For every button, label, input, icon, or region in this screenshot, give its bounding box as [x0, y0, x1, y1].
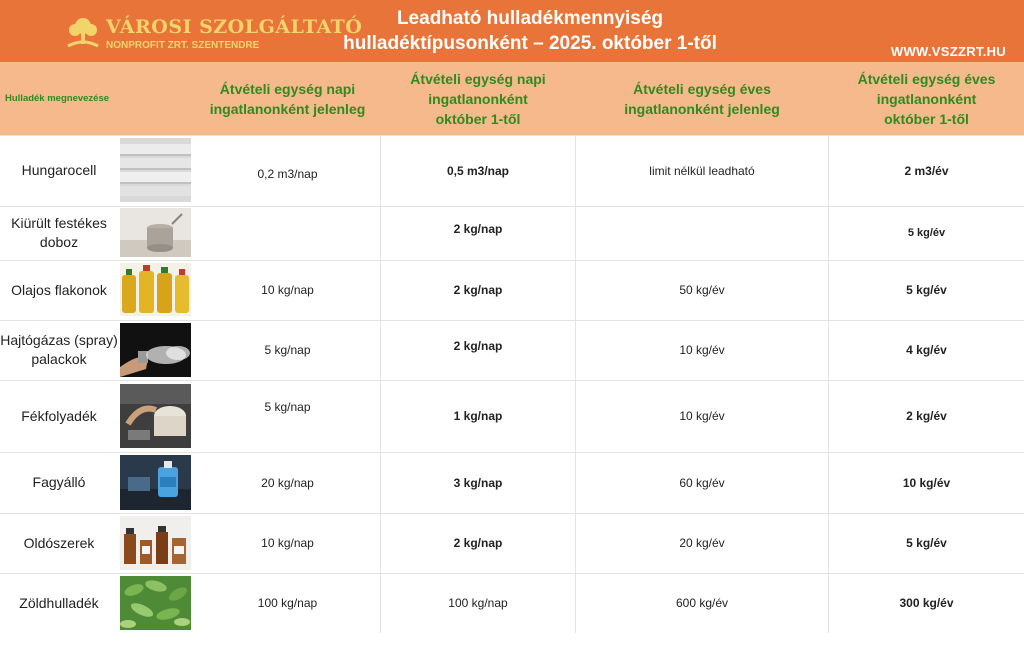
paint-can-photo [120, 208, 191, 257]
yearly-now-value: 20 kg/év [679, 536, 725, 550]
brake-fluid-photo [120, 384, 191, 448]
column-header-daily-new: Átvételi egység napi ingatlanonként október 1-től [410, 70, 546, 127]
website-link[interactable]: WWW.VSZZRT.HU [890, 44, 1006, 59]
oil-bottles-photo [120, 263, 191, 316]
polystyrene-photo [120, 138, 191, 202]
yearly-now-value: 50 kg/év [679, 283, 725, 297]
yearly-now-value: 10 kg/év [679, 343, 725, 357]
waste-name: Kiürült festékes doboz [11, 215, 107, 250]
green-waste-photo [120, 576, 191, 630]
yearly-new-value: 2 kg/év [906, 409, 947, 423]
tree-logo-icon [64, 14, 102, 52]
daily-new-value: 2 kg/nap [453, 536, 503, 550]
solvents-photo [120, 516, 191, 570]
logo-text-main: VÁROSI SZOLGÁLTATÓ [106, 16, 363, 38]
daily-now-value: 0,2 m3/nap [257, 167, 318, 181]
daily-now-value: 100 kg/nap [257, 596, 318, 610]
company-logo [64, 12, 363, 58]
title-line-2: hulladéktípusonként – 2025. október 1-től [343, 33, 717, 54]
daily-new-value: 2 kg/nap [453, 339, 503, 353]
column-header-name: Hulladék megnevezése [5, 92, 110, 104]
daily-new-value: 2 kg/nap [453, 283, 503, 297]
waste-name: Oldószerek [23, 534, 95, 551]
yearly-new-value: 2 m3/év [904, 163, 949, 178]
yearly-new-value: 5 kg/év [906, 283, 947, 297]
daily-new-value: 100 kg/nap [448, 596, 508, 610]
waste-name: Zöldhulladék [19, 594, 99, 611]
antifreeze-photo [120, 455, 191, 510]
yearly-new-value: 4 kg/év [906, 343, 947, 357]
waste-name: Fagyálló [32, 474, 86, 490]
yearly-now-value: 60 kg/év [679, 475, 725, 490]
logo-text-sub: NONPROFIT ZRT. SZENTENDRE [106, 40, 260, 51]
waste-name: Hungarocell [21, 162, 97, 178]
daily-now-value: 5 kg/nap [264, 343, 311, 357]
yearly-new-value: 5 kg/év [906, 536, 947, 550]
daily-new-value: 2 kg/nap [453, 222, 503, 236]
daily-new-value: 3 kg/nap [453, 475, 503, 490]
yearly-now-value: 600 kg/év [675, 596, 729, 610]
daily-now-value: 20 kg/nap [261, 475, 314, 490]
column-header-yearly-now: Átvételi egység éves ingatlanonként jelenleg [624, 80, 780, 117]
yearly-now-value: 10 kg/év [679, 409, 725, 423]
yearly-new-value: 10 kg/év [902, 475, 951, 490]
yearly-now-value: limit nélkül leadható [649, 163, 755, 178]
spray-can-photo [120, 323, 191, 377]
column-header-yearly-new: Átvételi egység éves ingatlanonként október 1-től [857, 70, 996, 127]
yearly-new-value: 300 kg/év [899, 596, 954, 610]
yearly-new-value: 5 kg/év [907, 227, 946, 239]
title-line-1: Leadható hulladékmennyiség [396, 8, 664, 29]
daily-new-value: 1 kg/nap [453, 409, 503, 423]
waste-name: Fékfolyadék [21, 407, 97, 424]
waste-name: Olajos flakonok [11, 281, 107, 298]
daily-now-value: 10 kg/nap [261, 536, 314, 550]
waste-name: Hajtógázas (spray) palackok [0, 332, 118, 367]
page-title [290, 6, 770, 56]
column-header-daily-now: Átvételi egység napi ingatlanonként jelenleg [209, 80, 366, 117]
daily-new-value: 0,5 m3/nap [446, 163, 510, 178]
daily-now-value: 10 kg/nap [261, 283, 314, 297]
daily-now-value: 5 kg/nap [264, 400, 311, 414]
